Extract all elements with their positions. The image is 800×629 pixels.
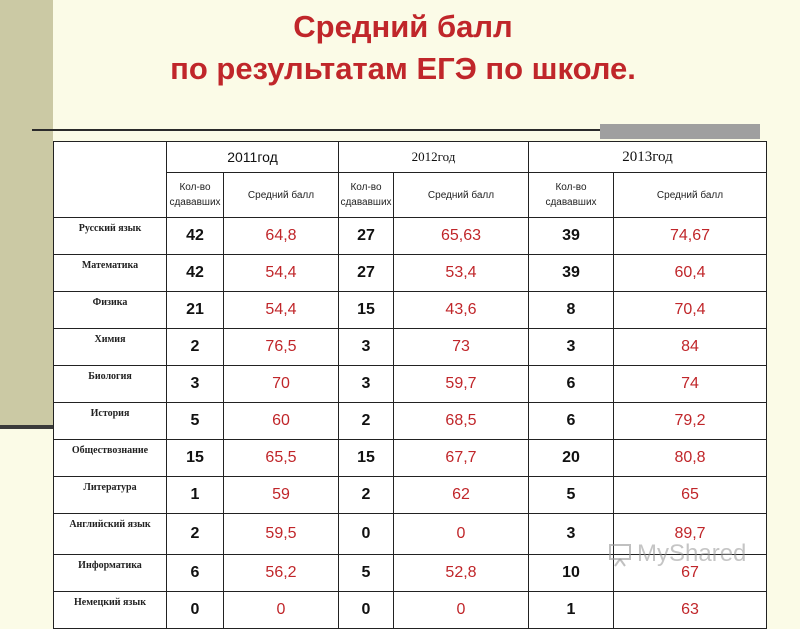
avg-2013-cell: 67 [614,555,767,592]
subject-cell: Химия [54,329,167,366]
count-2011-cell: 6 [167,555,224,592]
avg-2011-cell: 56,2 [224,555,339,592]
count-2011-cell: 21 [167,292,224,329]
avg-2013-cell: 84 [614,329,767,366]
table-row [54,292,767,329]
avg-2011-cell: 70 [224,366,339,403]
count-2012-cell: 2 [339,477,394,514]
count-2012-cell: 15 [339,440,394,477]
header-year-2013: 2013год [529,142,767,173]
count-2011-cell: 2 [167,514,224,555]
left-decorative-line [0,425,53,429]
page-title [53,6,753,90]
watermark [607,536,767,572]
header-count-2013: Кол-во сдававших [529,173,614,218]
count-2013-cell: 10 [529,555,614,592]
count-2011-cell: 5 [167,403,224,440]
count-2013-cell: 39 [529,218,614,255]
table-row [54,366,767,403]
avg-2012-cell: 62 [394,477,529,514]
divider-block [600,124,760,139]
subject-cell: Немецкий язык [54,592,167,629]
avg-2012-cell: 67,7 [394,440,529,477]
avg-2012-cell: 65,63 [394,218,529,255]
avg-2012-cell: 53,4 [394,255,529,292]
table-row [54,592,767,629]
avg-2012-cell: 59,7 [394,366,529,403]
avg-2011-cell: 0 [224,592,339,629]
avg-2011-cell: 59,5 [224,514,339,555]
avg-2013-cell: 60,4 [614,255,767,292]
table-row [54,403,767,440]
count-2011-cell: 1 [167,477,224,514]
avg-2011-cell: 65,5 [224,440,339,477]
count-2013-cell: 5 [529,477,614,514]
avg-2013-cell: 70,4 [614,292,767,329]
title-divider [32,129,600,131]
count-2012-cell: 27 [339,218,394,255]
left-decorative-band [0,0,53,425]
avg-2013-cell: 74,67 [614,218,767,255]
table-row [54,329,767,366]
count-2013-cell: 8 [529,292,614,329]
avg-2012-cell: 52,8 [394,555,529,592]
subject-cell: История [54,403,167,440]
avg-2011-cell: 64,8 [224,218,339,255]
avg-2011-cell: 59 [224,477,339,514]
avg-2011-cell: 54,4 [224,255,339,292]
avg-2011-cell: 60 [224,403,339,440]
count-2012-cell: 0 [339,592,394,629]
avg-2013-cell: 80,8 [614,440,767,477]
count-2013-cell: 39 [529,255,614,292]
count-2011-cell: 42 [167,218,224,255]
table-row [54,440,767,477]
count-2012-cell: 27 [339,255,394,292]
count-2011-cell: 0 [167,592,224,629]
count-2012-cell: 15 [339,292,394,329]
count-2012-cell: 3 [339,366,394,403]
subject-cell: Биология [54,366,167,403]
presentation-board-icon [607,543,633,567]
count-2012-cell: 2 [339,403,394,440]
count-2011-cell: 3 [167,366,224,403]
subject-cell: Обществознание [54,440,167,477]
avg-2012-cell: 43,6 [394,292,529,329]
count-2011-cell: 2 [167,329,224,366]
watermark-text: MyShared [637,540,747,567]
count-2011-cell: 42 [167,255,224,292]
count-2013-cell: 3 [529,514,614,555]
table-header-years [54,142,767,173]
title-line-2: по результатам ЕГЭ по школе. [170,51,636,86]
subject-cell: Русский язык [54,218,167,255]
subject-cell: Литература [54,477,167,514]
header-avg-2013: Средний балл [614,173,767,218]
avg-2012-cell: 0 [394,592,529,629]
count-2013-cell: 6 [529,403,614,440]
avg-2013-cell: 89,7 [614,514,767,555]
header-avg-2012: Средний балл [394,173,529,218]
header-year-2011: 2011год [167,142,339,173]
subject-cell: Английский язык [54,514,167,555]
subject-cell: Информатика [54,555,167,592]
count-2013-cell: 3 [529,329,614,366]
subject-cell: Физика [54,292,167,329]
count-2012-cell: 5 [339,555,394,592]
count-2012-cell: 0 [339,514,394,555]
avg-2011-cell: 54,4 [224,292,339,329]
table-row [54,218,767,255]
title-line-1: Средний балл [293,9,513,44]
avg-2013-cell: 65 [614,477,767,514]
count-2012-cell: 3 [339,329,394,366]
avg-2012-cell: 68,5 [394,403,529,440]
count-2013-cell: 20 [529,440,614,477]
table-row [54,255,767,292]
avg-2012-cell: 73 [394,329,529,366]
header-avg-2011: Средний балл [224,173,339,218]
header-empty-cell [54,142,167,218]
count-2011-cell: 15 [167,440,224,477]
count-2013-cell: 6 [529,366,614,403]
header-count-2011: Кол-во сдававших [167,173,224,218]
avg-2013-cell: 63 [614,592,767,629]
subject-cell: Математика [54,255,167,292]
avg-2013-cell: 79,2 [614,403,767,440]
count-2013-cell: 1 [529,592,614,629]
header-count-2012: Кол-во сдававших [339,173,394,218]
avg-2011-cell: 76,5 [224,329,339,366]
avg-2013-cell: 74 [614,366,767,403]
header-year-2012: 2012год [339,142,529,173]
table-row [54,477,767,514]
avg-2012-cell: 0 [394,514,529,555]
